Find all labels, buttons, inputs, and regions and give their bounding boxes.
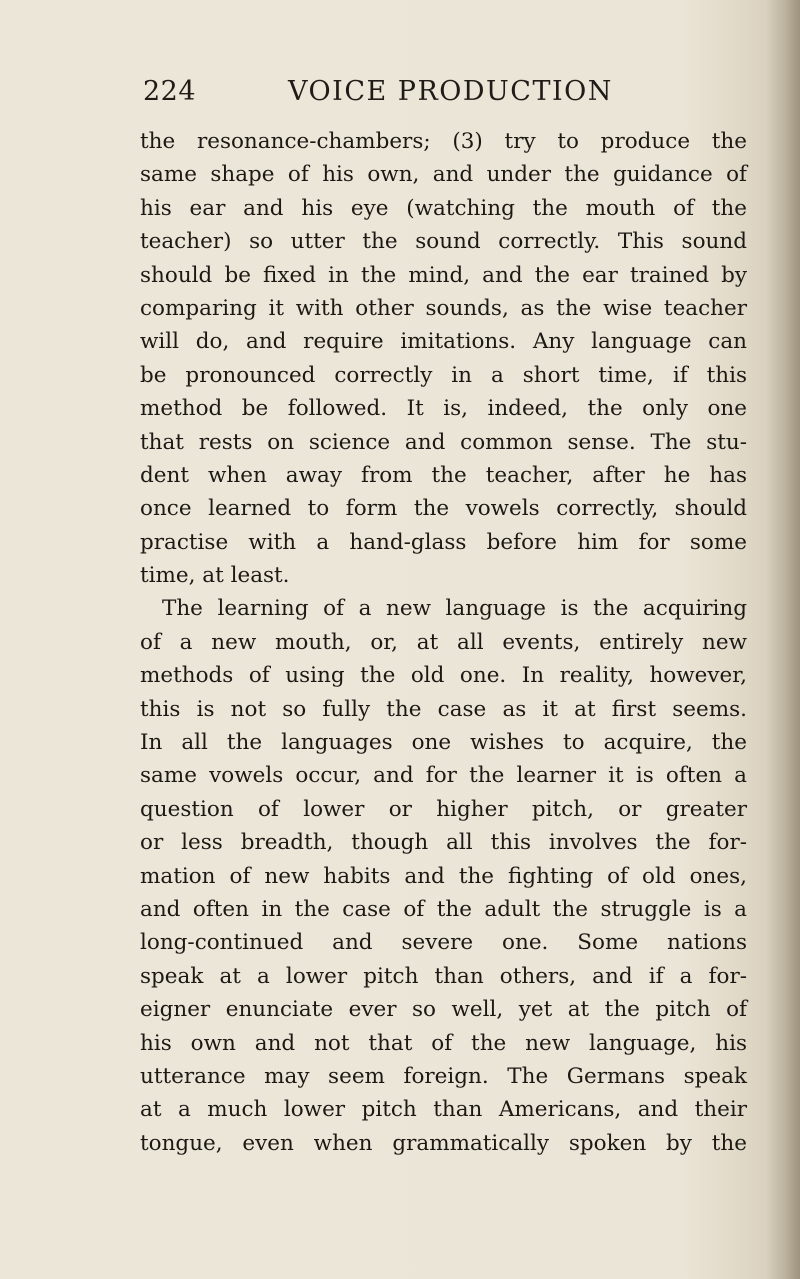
running-title: VOICE PRODUCTION [288,76,613,107]
text-line: and often in the case of the adult the struggle is a [140,896,747,922]
text-line: question of lower or higher pitch, or greater [140,796,747,822]
text-line: this is not so fully the case as it at first seems. [140,696,747,722]
text-line: utterance may seem foreign. The Germans speak [140,1063,747,1089]
text-line: be pronounced correctly in a short time, if this [140,362,747,388]
text-line: methods of using the old one. In reality, however, [140,663,747,689]
text-line: will do, and require imitations. Any language can [140,329,747,355]
text-line: mation of new habits and the fighting of old ones, [140,863,747,889]
text-line: comparing it with other sounds, as the wise teacher [140,295,747,321]
text-line: eigner enunciate ever so well, yet at the pitch of [140,997,747,1023]
text-line: or less breadth, though all this involves the for- [140,830,747,856]
text-line: same shape of his own, and under the guidance of [140,162,747,188]
text-line: The learning of a new language is the acquiring [162,596,747,622]
text-line: dent when away from the teacher, after he has [140,462,747,488]
text-line: the resonance-chambers; (3) try to produce the [140,129,747,154]
text-line: at a much lower pitch than Americans, and their [140,1097,747,1123]
text-line: once learned to form the vowels correctly, should [140,496,747,522]
page-header [143,76,703,116]
page-number: 224 [143,76,197,107]
text-line: his ear and his eye (watching the mouth of the [140,195,747,221]
text-line: his own and not that of the new language, his [140,1030,747,1056]
text-line: In all the languages one wishes to acquire, the [140,730,747,756]
text-line: long-continued and severe one. Some nations [140,930,747,956]
text-line: should be fixed in the mind, and the ear trained by [140,262,747,288]
text-line: that rests on science and common sense. The stu- [140,429,747,455]
page-edge-shadow [766,0,800,1279]
body-text [140,125,747,1160]
text-line: speak at a lower pitch than others, and if a for- [140,963,747,989]
text-line: time, at least. [140,563,290,589]
text-line: tongue, even when grammatically spoken by the [140,1130,747,1156]
text-line: method be followed. It is, indeed, the only one [140,396,747,422]
text-line: of a new mouth, or, at all events, entirely new [140,629,747,655]
text-line: teacher) so utter the sound correctly. This sound [140,229,747,255]
text-line: same vowels occur, and for the learner it is often a [140,763,747,789]
text-line: practise with a hand-glass before him for some [140,529,747,555]
